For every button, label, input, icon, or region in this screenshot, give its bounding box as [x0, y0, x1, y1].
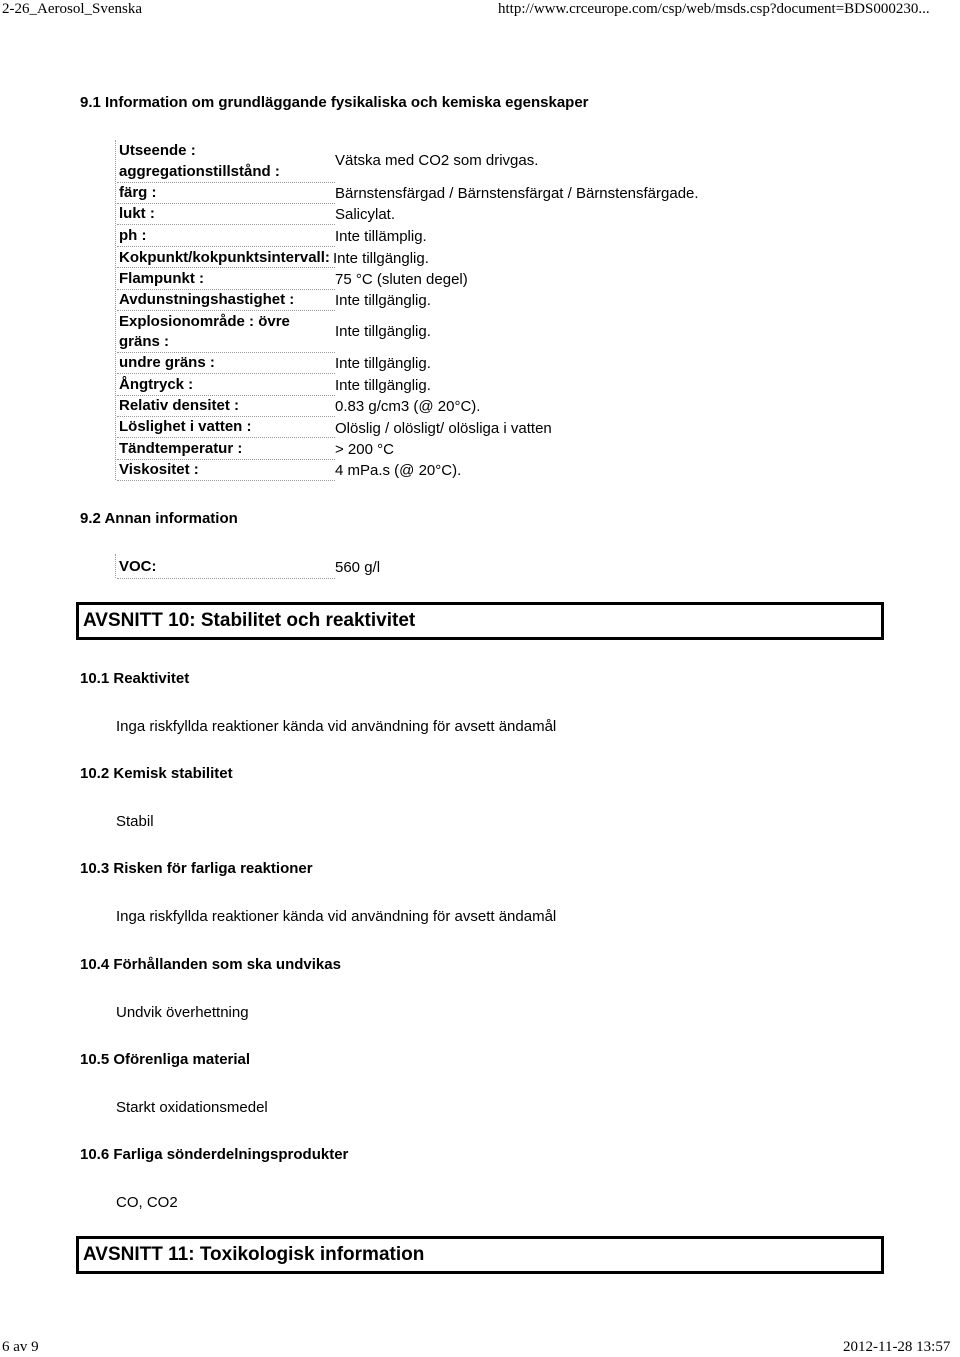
section-10-5-text: Starkt oxidationsmedel	[116, 1099, 268, 1116]
property-label-flash-point: Flampunkt :	[119, 270, 204, 287]
row-divider	[117, 352, 335, 353]
section-10-4-text: Undvik överhettning	[116, 1004, 249, 1021]
footer-datetime: 2012-11-28 13:57	[843, 1339, 951, 1355]
section-10-4-heading: 10.4 Förhållanden som ska undvikas	[80, 956, 341, 973]
header-document-name: 2-26_Aerosol_Svenska	[2, 1, 142, 17]
property-value-explosion-lower: Inte tillgänglig.	[335, 355, 431, 372]
section-10-1-text: Inga riskfyllda reaktioner kända vid användning för avsett ändamål	[116, 718, 557, 735]
row-divider	[117, 203, 335, 204]
voc-divider	[117, 578, 335, 579]
property-label-appearance: Utseende :	[119, 142, 196, 159]
section-10-6-heading: 10.6 Farliga sönderdelningsprodukter	[80, 1146, 349, 1163]
section-10-2-text: Stabil	[116, 813, 154, 830]
property-label-ignition-temperature: Tändtemperatur :	[119, 440, 243, 457]
property-value-relative-density: 0.83 g/cm3 (@ 20°C).	[335, 398, 481, 415]
property-value-water-solubility: Olöslig / olösligt/ olösliga i vatten	[335, 420, 552, 437]
row-divider	[117, 246, 335, 247]
property-label-boiling-point: Kokpunkt/kokpunktsintervall:	[119, 249, 330, 266]
property-value-explosion-upper: Inte tillgänglig.	[335, 323, 431, 340]
row-divider	[117, 459, 335, 460]
row-divider	[117, 373, 335, 374]
property-value-flash-point: 75 °C (sluten degel)	[335, 271, 468, 288]
property-label-viscosity: Viskositet :	[119, 461, 199, 478]
voc-value: 560 g/l	[335, 559, 381, 576]
property-label-explosion-upper: Explosionområde : övre	[119, 313, 290, 330]
row-divider	[117, 310, 335, 311]
section-10-6-text: CO, CO2	[116, 1194, 178, 1211]
property-label-evaporation-rate: Avdunstningshastighet :	[119, 291, 295, 308]
property-label-relative-density: Relativ densitet :	[119, 397, 240, 414]
property-value-viscosity: 4 mPa.s (@ 20°C).	[335, 462, 462, 479]
row-divider	[117, 267, 335, 268]
row-divider	[117, 437, 335, 438]
property-value-aggregate-state: Vätska med CO2 som drivgas.	[335, 152, 539, 169]
section-9-2-heading: 9.2 Annan information	[80, 510, 238, 527]
row-divider	[117, 224, 335, 225]
property-value-boiling-point: Inte tillgänglig.	[333, 250, 429, 267]
property-value-evaporation-rate: Inte tillgänglig.	[335, 292, 431, 309]
footer-page-number: 6 av 9	[2, 1339, 39, 1355]
section-10-5-heading: 10.5 Oförenliga material	[80, 1051, 251, 1068]
section-9-1-heading: 9.1 Information om grundläggande fysikaliska och kemiska egenskaper	[80, 94, 589, 111]
section-10-3-heading: 10.3 Risken för farliga reaktioner	[80, 860, 313, 877]
section-11-title: AVSNITT 11: Toxikologisk information	[83, 1244, 425, 1265]
property-label-explosion-lower: undre gräns :	[119, 354, 215, 371]
row-divider	[117, 416, 335, 417]
row-divider	[117, 289, 335, 290]
property-value-color: Bärnstensfärgad / Bärnstensfärgat / Bärnstensfärgade.	[335, 185, 699, 202]
property-label-explosion-upper-2: gräns :	[119, 333, 170, 350]
table-left-border	[115, 140, 116, 480]
row-divider	[117, 480, 335, 481]
property-value-odor: Salicylat.	[335, 206, 396, 223]
property-label-odor: lukt :	[119, 205, 155, 222]
property-value-vapor-pressure: Inte tillgänglig.	[335, 377, 431, 394]
property-label-vapor-pressure: Ångtryck :	[119, 376, 194, 393]
header-url: http://www.crceurope.com/csp/web/msds.csp?document=BDS000230...	[498, 1, 930, 17]
section-10-1-heading: 10.1 Reaktivitet	[80, 670, 190, 687]
property-value-ph: Inte tillämplig.	[335, 228, 427, 245]
property-label-water-solubility: Löslighet i vatten :	[119, 418, 252, 435]
property-value-ignition-temperature: > 200 °C	[335, 441, 394, 458]
voc-label: VOC:	[119, 558, 157, 575]
row-divider	[117, 182, 335, 183]
section-10-3-text: Inga riskfyllda reaktioner kända vid användning för avsett ändamål	[116, 908, 557, 925]
row-divider	[117, 395, 335, 396]
property-label-ph: ph :	[119, 227, 147, 244]
property-label-aggregate-state: aggregationstillstånd :	[119, 163, 280, 180]
section-10-title: AVSNITT 10: Stabilitet och reaktivitet	[83, 610, 416, 631]
property-label-color: färg :	[119, 184, 157, 201]
section-10-2-heading: 10.2 Kemisk stabilitet	[80, 765, 233, 782]
voc-left-border	[115, 554, 116, 578]
